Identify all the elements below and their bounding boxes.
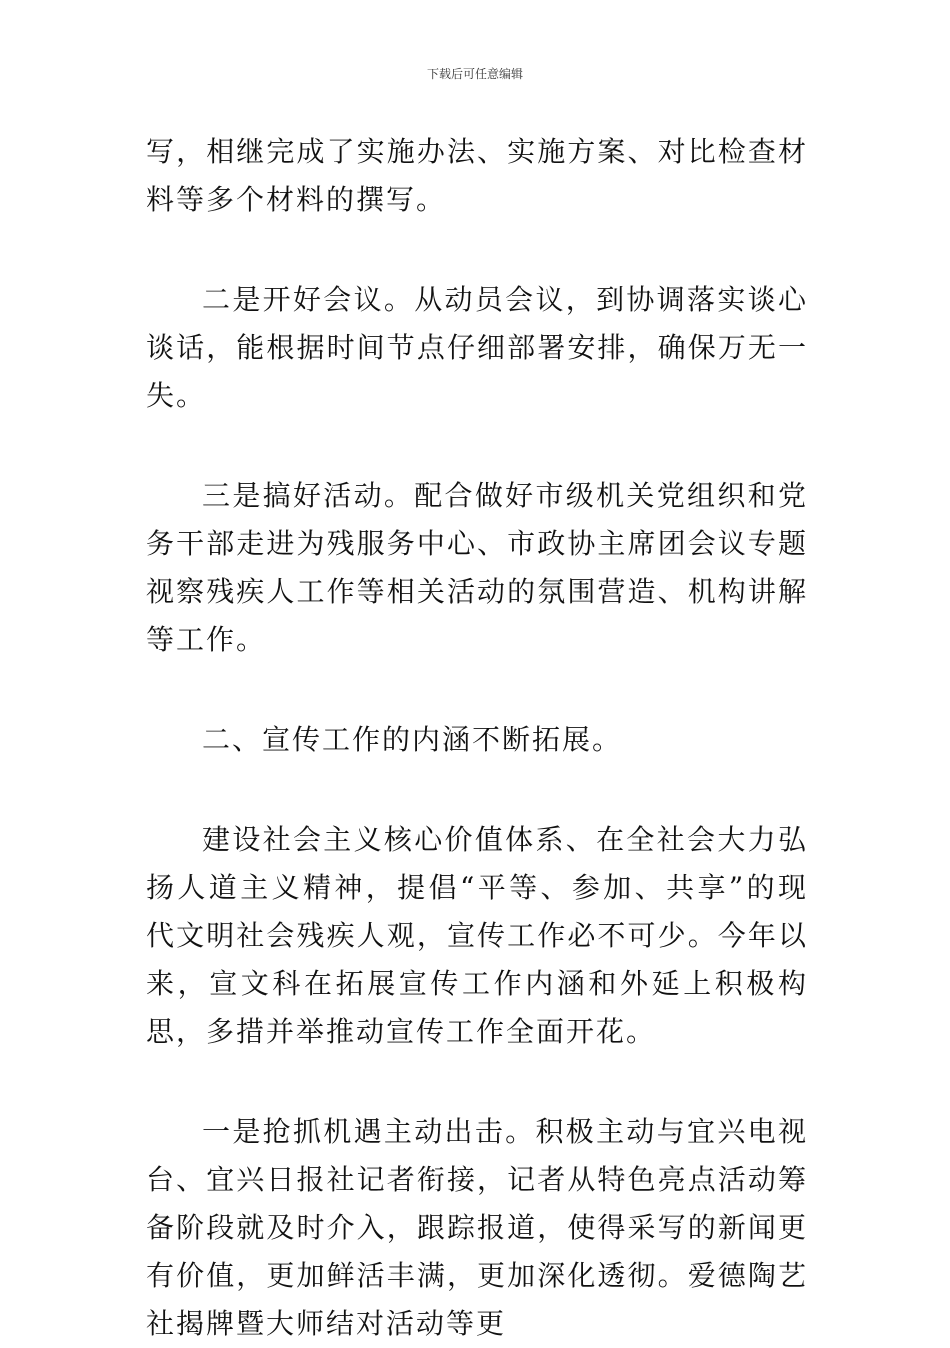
paragraph-meetings: 二是开好会议。从动员会议，到协调落实谈心谈话，能根据时间节点仔细部署安排，确保万无一失。 (146, 283, 808, 412)
paragraph-gap (146, 664, 808, 716)
document-body (146, 128, 808, 1348)
paragraph-activities: 三是搞好活动。配合做好市级机关党组织和党务干部走进为残服务中心、市政协主席团会议专题视察残疾人工作等相关活动的氛围营造、机构讲解等工作。 (146, 479, 808, 656)
paragraph-gap (146, 420, 808, 472)
paragraph-gap (146, 1056, 808, 1108)
section-heading: 二、宣传工作的内涵不断拓展。 (202, 723, 623, 756)
paragraph-media: 一是抢抓机遇主动出击。积极主动与宜兴电视台、宜兴日报社记者衔接，记者从特色亮点活动筹备阶段就及时介入，跟踪报道，使得采写的新闻更有价值，更加鲜活丰满，更加深化透彻。爱德陶艺社揭牌暨大师结对活动等更 (146, 1115, 808, 1340)
paragraph-publicity: 建设社会主义核心价值体系、在全社会大力弘扬人道主义精神，提倡“平等、参加、共享”的现代文明社会残疾人观，宣传工作必不可少。今年以来，宣文科在拓展宣传工作内涵和外延上积极构思，多措并举推动宣传工作全面开花。 (146, 823, 808, 1048)
paragraph-gap (146, 764, 808, 816)
paragraph-gap (146, 224, 808, 276)
paragraph-continuation: 写，相继完成了实施办法、实施方案、对比检查材料等多个材料的撰写。 (146, 135, 808, 216)
page-header: 下载后可任意编辑 (426, 67, 523, 81)
